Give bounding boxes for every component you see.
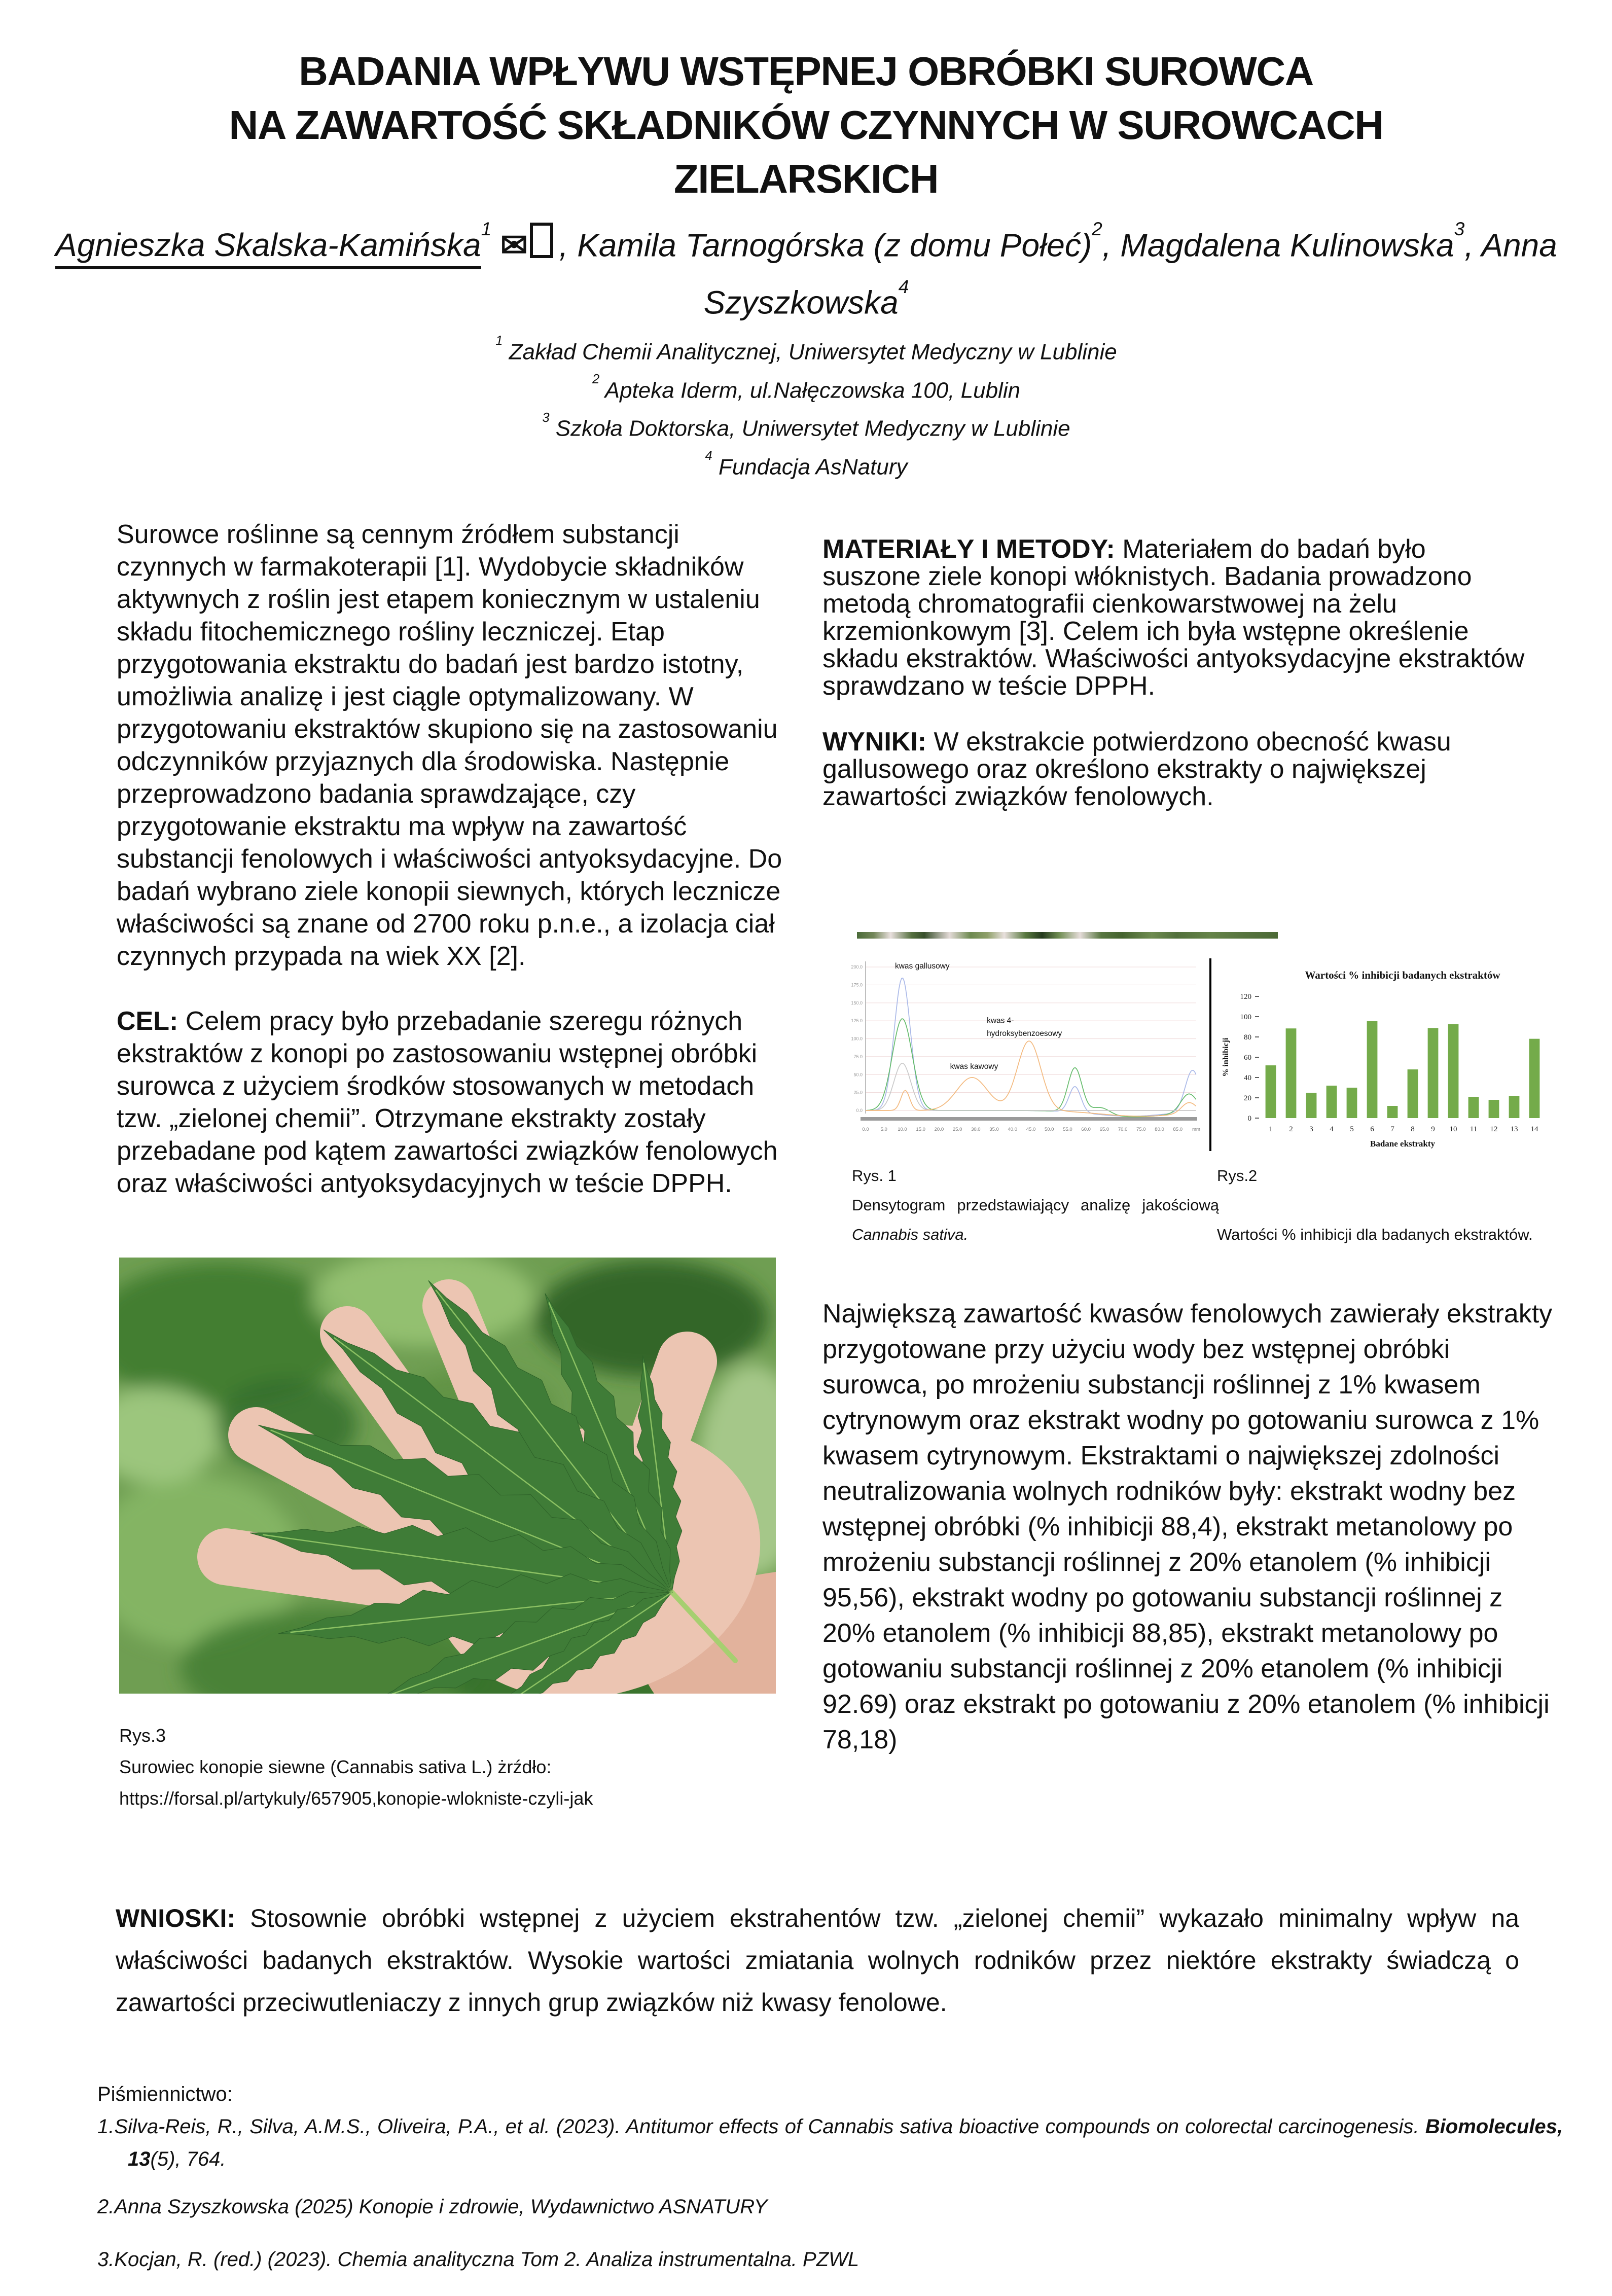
- email-icon[interactable]: ✉: [500, 227, 528, 264]
- svg-text:2: 2: [1289, 1125, 1293, 1133]
- svg-text:4: 4: [1330, 1125, 1334, 1133]
- tlc-strip-image: [857, 932, 1278, 939]
- svg-text:kwas gallusowy: kwas gallusowy: [894, 961, 950, 971]
- figure-1-caption: [852, 1161, 1219, 1249]
- svg-text:60.0: 60.0: [1081, 1127, 1091, 1132]
- figure-1-label: Rys. 1: [852, 1167, 897, 1185]
- cel-paragraph: CEL: Celem pracy było przebadanie szeregu różnych ekstraktów z konopi po zastosowaniu wstępnej obróbki surowca z użyciem środków stosowanych w metodach tzw. „zielonej chemii”. Otrzymane ekstrakty zostały przebadane pod kątem zawartości związków fenolowych oraz właściwości antyoksydacyjnych w teście DPPH.: [117, 1007, 778, 1198]
- figure-1-caption-species: Cannabis sativa.: [852, 1226, 969, 1243]
- reference-1: 1.Silva-Reis, R., Silva, A.M.S., Oliveira, P.A., et al. (2023). Antitumor effects of Cannabis sativa bioactive compounds on colorectal carcinogenesis. Biomolecules, 13(5), 764.: [97, 2115, 1563, 2170]
- results-paragraph: WYNIKI: W ekstrakcie potwierdzono obecność kwasu gallusowego oraz określono ekstrakty o największej zawartości związków fenolowych.: [822, 727, 1451, 811]
- figure-3-source-url[interactable]: https://forsal.pl/artykuly/657905,konopie-wlokniste-czyli-jak: [119, 1788, 593, 1809]
- materials-methods-paragraph: MATERIAŁY I METODY: Materiałem do badań było suszone ziele konopi włóknistych. Badania prowadzono metodą chromatografii cienkowarstwowej na żelu krzemionkowym [3]. Celem ich była wstępne określenie składu ekstraktów. Właściwości antyoksydacyjne ekstraktów sprawdzano w teście DPPH.: [822, 534, 1525, 701]
- svg-text:20: 20: [1244, 1094, 1251, 1102]
- affiliation-1: $^1$ Zakład Chemii Analitycznej, Uniwersytet Medyczny w Lublinie: [495, 334, 1117, 365]
- svg-text:65.0: 65.0: [1099, 1127, 1109, 1132]
- svg-text:50.0: 50.0: [1044, 1127, 1054, 1132]
- svg-text:15.0: 15.0: [916, 1127, 925, 1132]
- results-label: WYNIKI:: [822, 727, 927, 757]
- author-4-affiliation-sup: 4: [898, 275, 909, 297]
- author-4: Anna Szyszkowska: [703, 227, 1557, 321]
- title-line-3: ZIELARSKICH: [673, 156, 939, 201]
- reference-2: 2.Anna Szyszkowska (2025) Konopie i zdrowie, Wydawnictwo ASNATURY: [97, 2196, 768, 2218]
- svg-text:150.0: 150.0: [851, 1000, 863, 1006]
- svg-text:45.0: 45.0: [1026, 1127, 1036, 1132]
- author-1-affiliation-sup: 1: [481, 218, 492, 240]
- author-1: Agnieszka Skalska-Kamińska: [55, 227, 481, 269]
- svg-text:14: 14: [1530, 1125, 1538, 1133]
- author-2: Kamila Tarnogórska (z domu Połeć): [577, 227, 1092, 264]
- materials-methods-label: MATERIAŁY I METODY:: [822, 534, 1115, 564]
- figure-divider: [1209, 958, 1211, 1151]
- svg-text:70.0: 70.0: [1118, 1127, 1128, 1132]
- svg-text:175.0: 175.0: [851, 982, 863, 988]
- figure-2-label: Rys.2: [1217, 1167, 1258, 1185]
- svg-text:40: 40: [1244, 1074, 1251, 1082]
- title-line-2: NA ZAWARTOŚĆ SKŁADNIKÓW CZYNNYCH W SUROWCACH: [229, 102, 1383, 148]
- svg-text:0: 0: [1247, 1115, 1251, 1123]
- cel-label: CEL:: [117, 1007, 178, 1036]
- discussion-paragraph: Największą zawartość kwasów fenolowych zawierały ekstrakty przygotowane przy użyciu wody bez wstępnej obróbki surowca, po mrożeniu substancji roślinnej z 1% kwasem cytrynowym oraz ekstrakt wodny po gotowaniu surowca z 1% kwasem cytrynowym. Ekstraktami o największej zdolności neutralizowania wolnych rodników były: ekstrakt wodny bez wstępnej obróbki (% inhibicji 88,4), ekstrakt metanolowy po mrożeniu substancji roślinnej z 20% etanolem (% inhibicji 95,56), ekstrakt wodny po gotowaniu substancji roślinnej z 20% etanolem (% inhibicji 88,85), ekstrakt metanolowy po gotowaniu substancji roślinnej z 20% etanolem (% inhibicji 92.69) oraz ekstrakt po gotowaniu z 20% etanolem (% inhibicji 78,18): [822, 1299, 1553, 1754]
- svg-text:13: 13: [1510, 1125, 1518, 1133]
- svg-text:100.0: 100.0: [851, 1036, 863, 1042]
- right-column: [822, 535, 1528, 810]
- svg-text:125.0: 125.0: [851, 1018, 863, 1024]
- figure-panel: [832, 930, 1577, 1161]
- svg-text:Badane ekstrakty: Badane ekstrakty: [1370, 1139, 1435, 1149]
- author-3: Magdalena Kulinowska: [1120, 227, 1454, 264]
- svg-text:35.0: 35.0: [989, 1127, 999, 1132]
- figure-3-label: Rys.3: [119, 1725, 166, 1746]
- svg-text:8: 8: [1411, 1125, 1415, 1133]
- inhibition-bar-chart: [1217, 958, 1572, 1151]
- figure-3-caption: [119, 1720, 621, 1814]
- svg-text:100: 100: [1240, 1013, 1251, 1021]
- author-3-affiliation-sup: 3: [1454, 218, 1465, 240]
- svg-text:5.0: 5.0: [880, 1127, 887, 1132]
- svg-text:85.0: 85.0: [1173, 1127, 1183, 1132]
- left-column: [117, 518, 783, 1200]
- svg-text:10.0: 10.0: [898, 1127, 907, 1132]
- svg-text:50.0: 50.0: [853, 1072, 863, 1078]
- svg-text:80.0: 80.0: [1155, 1127, 1164, 1132]
- svg-text:kwas 4-: kwas 4-: [987, 1016, 1014, 1025]
- affiliation-3: $^3$ Szkoła Doktorska, Uniwersytet Medyczny w Lublinie: [542, 410, 1070, 441]
- affiliation-2: $^2$ Apteka Iderm, ul.Nałęczowska 100, Lublin: [592, 372, 1021, 403]
- author-separator: ,: [1102, 227, 1121, 264]
- svg-text:60: 60: [1244, 1054, 1251, 1062]
- svg-text:75.0: 75.0: [853, 1054, 863, 1059]
- svg-text:10: 10: [1449, 1125, 1457, 1133]
- svg-text:Wartości % inhibicji badanych: Wartości % inhibicji badanych ekstraktów: [1305, 969, 1500, 981]
- svg-text:mm: mm: [1192, 1127, 1200, 1132]
- svg-text:25.0: 25.0: [853, 1090, 863, 1095]
- figure-3-caption-text: Surowiec konopie siewne (Cannabis sativa L.) żrźdło:: [119, 1756, 552, 1777]
- svg-text:hydroksybenzoesowy: hydroksybenzoesowy: [987, 1029, 1062, 1038]
- svg-text:120: 120: [1240, 993, 1251, 1001]
- svg-text:25.0: 25.0: [952, 1127, 962, 1132]
- svg-text:200.0: 200.0: [851, 964, 863, 970]
- poster-title: [0, 45, 1612, 206]
- affiliation-list: [172, 331, 1440, 484]
- cannabis-photo: [119, 1258, 776, 1694]
- figure-1-caption-text: Densytogram przedstawiający analizę jakościową Cannabis sativa.: [852, 1196, 1219, 1243]
- figure-2-caption-text: Wartości % inhibicji dla badanych ekstraktów.: [1217, 1226, 1533, 1243]
- svg-text:11: 11: [1470, 1125, 1478, 1133]
- orcid-box-icon[interactable]: [530, 223, 553, 258]
- svg-text:30.0: 30.0: [971, 1127, 981, 1132]
- svg-text:75.0: 75.0: [1136, 1127, 1146, 1132]
- svg-text:% inhibicji: % inhibicji: [1222, 1037, 1230, 1077]
- svg-text:6: 6: [1370, 1125, 1374, 1133]
- title-line-1: BADANIA WPŁYWU WSTĘPNEJ OBRÓBKI SUROWCA: [299, 49, 1313, 94]
- svg-text:20.0: 20.0: [934, 1127, 944, 1132]
- densitogram-chart: [839, 956, 1204, 1159]
- svg-text:55.0: 55.0: [1063, 1127, 1072, 1132]
- conclusions-label: WNIOSKI:: [116, 1904, 236, 1932]
- svg-text:5: 5: [1350, 1125, 1354, 1133]
- svg-text:0.0: 0.0: [856, 1108, 863, 1113]
- svg-text:9: 9: [1431, 1125, 1435, 1133]
- author-separator: ,: [559, 227, 578, 264]
- svg-text:40.0: 40.0: [1008, 1127, 1018, 1132]
- author-separator: ,: [1464, 227, 1482, 264]
- reference-1-journal: Biomolecules, 13: [128, 2115, 1563, 2170]
- figure-2-caption: [1217, 1161, 1572, 1249]
- svg-text:12: 12: [1490, 1125, 1498, 1133]
- reference-3: 3.Kocjan, R. (red.) (2023). Chemia analityczna Tom 2. Analiza instrumentalna. PZWL: [97, 2248, 859, 2271]
- svg-text:3: 3: [1309, 1125, 1313, 1133]
- conclusions-paragraph: WNIOSKI: Stosownie obróbki wstępnej z użyciem ekstrahentów tzw. „zielonej chemii” wykazało minimalny wpływ na właściwości badanych ekstraktów. Wysokie wartości zmiatania wolnych rodników przez niektóre ekstrakty świadczą o zawartości przeciwutleniaczy z innych grup związków niż kwasy fenolowe.: [116, 1904, 1519, 2017]
- references-heading: Piśmiennictwo:: [97, 2083, 233, 2105]
- references-section: [97, 2078, 1563, 2296]
- svg-text:7: 7: [1390, 1125, 1394, 1133]
- svg-text:80: 80: [1244, 1033, 1251, 1042]
- intro-paragraph: Surowce roślinne są cennym źródłem substancji czynnych w farmakoterapii [1]. Wydobycie składników aktywnych z roślin jest etapem koniecznym w ustaleniu składu fitochemicznego rośliny leczniczej. Etap przygotowania ekstraktu do badań jest bardzo istotny, umożliwia analizę i jest ciągle optymalizowany. W przygotowaniu ekstraktów skupiono się na zastosowaniu odczynników przyjaznych dla środowiska. Następnie przeprowadzono badania sprawdzające, czy przygotowanie ekstraktu ma wpływ na zawartość substancji fenolowych i właściwości antyoksydacyjne. Do badań wybrano ziele konopii siewnych, których lecznicze właściwości są znane od 2700 roku p.n.e., a izolacja ciał czynnych przypada na wiek XX [2].: [117, 520, 782, 971]
- author-list: [46, 213, 1567, 328]
- svg-text:kwas kawowy: kwas kawowy: [950, 1062, 998, 1071]
- affiliation-4: $^4$ Fundacja AsNatury: [705, 449, 908, 480]
- svg-text:1: 1: [1269, 1125, 1273, 1133]
- svg-text:0.0: 0.0: [862, 1127, 869, 1132]
- author-2-affiliation-sup: 2: [1092, 218, 1102, 240]
